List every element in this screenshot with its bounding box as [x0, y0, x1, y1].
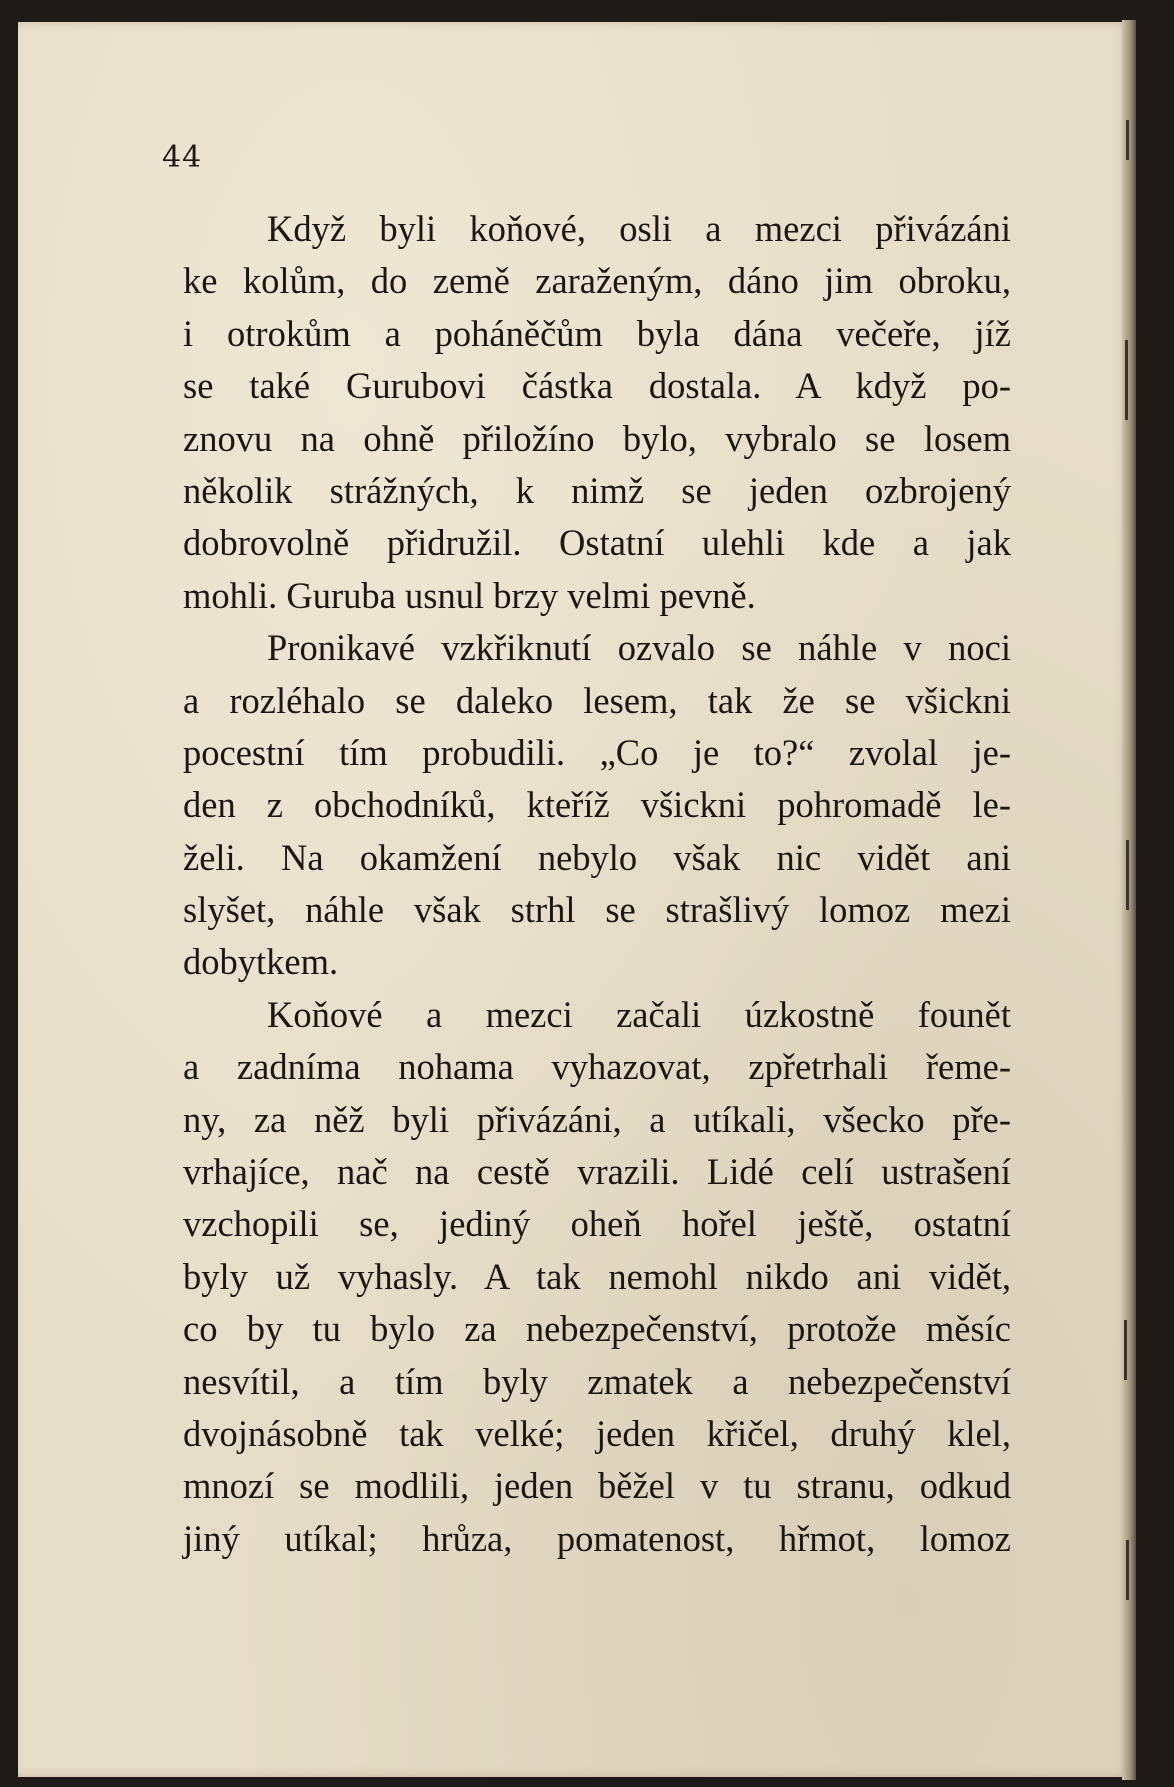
binding-mark [1126, 1540, 1129, 1600]
text-line: co by tu bylo za nebezpečenství, protože měsíc [183, 1308, 1011, 1350]
binding-mark [1126, 120, 1129, 160]
text-line: vrhajíce, nač na cestě vrazili. Lidé celí ustrašení [183, 1151, 1011, 1193]
text-line: den z obchodníků, kteříž všickni pohromadě le- [183, 784, 1011, 826]
text-line: dobytkem. [183, 941, 339, 983]
text-line: byly už vyhasly. A tak nemohl nikdo ani vidět, [183, 1255, 1011, 1297]
page-number: 44 [162, 140, 203, 175]
text-line: ny, za něž byli přivázáni, a utíkali, všecko pře- [183, 1098, 1011, 1140]
binding-mark [1124, 1320, 1127, 1380]
text-line: Když byli koňové, osli a mezci přivázáni [267, 208, 1011, 249]
text-line: ke kolům, do země zaraženým, dáno jim obroku, [183, 260, 1011, 302]
text-line: několik strážných, k nimž se jeden ozbrojený [183, 469, 1011, 511]
page-edge [1122, 20, 1136, 1780]
binding-mark [1125, 340, 1128, 420]
text-line: mnozí se modlili, jeden běžel v tu stranu, odkud [183, 1465, 1011, 1507]
text-line: znovu na ohně přiložíno bylo, vybralo se losem [183, 417, 1011, 459]
text-line: nesvítil, a tím byly zmatek a nebezpečenství [183, 1360, 1011, 1402]
text-line: Koňové a mezci začali úzkostně founět [267, 993, 1011, 1035]
text-line: a zadníma nohama vyhazovat, zpřetrhali řeme- [183, 1046, 1011, 1088]
text-line: i otrokům a poháněčům byla dána večeře, jíž [183, 312, 1011, 354]
text-line: a rozléhalo se daleko lesem, tak že se všickni [183, 679, 1011, 721]
binding-mark [1126, 840, 1129, 910]
text-line: jiný utíkal; hrůza, pomatenost, hřmot, lomoz [183, 1517, 1011, 1559]
text-line: pocestní tím probudili. „Co je to?“ zvolal je- [183, 731, 1011, 773]
text-line: Pronikavé vzkřiknutí ozvalo se náhle v noci [267, 627, 1011, 669]
text-line: mohli. Guruba usnul brzy velmi pevně. [183, 574, 756, 616]
text-line: dobrovolně přidružil. Ostatní ulehli kde a jak [183, 522, 1011, 564]
text-line: se také Gurubovi částka dostala. A když po- [183, 365, 1011, 407]
text-line: vzchopili se, jediný oheň hořel ještě, ostatní [183, 1203, 1011, 1245]
text-line: slyšet, náhle však strhl se strašlivý lomoz mezi [183, 889, 1011, 931]
text-line: želi. Na okamžení nebylo však nic vidět ani [183, 836, 1011, 878]
text-line: dvojnásobně tak velké; jeden křičel, druhý klel, [183, 1412, 1011, 1454]
body-text [183, 203, 1011, 1565]
